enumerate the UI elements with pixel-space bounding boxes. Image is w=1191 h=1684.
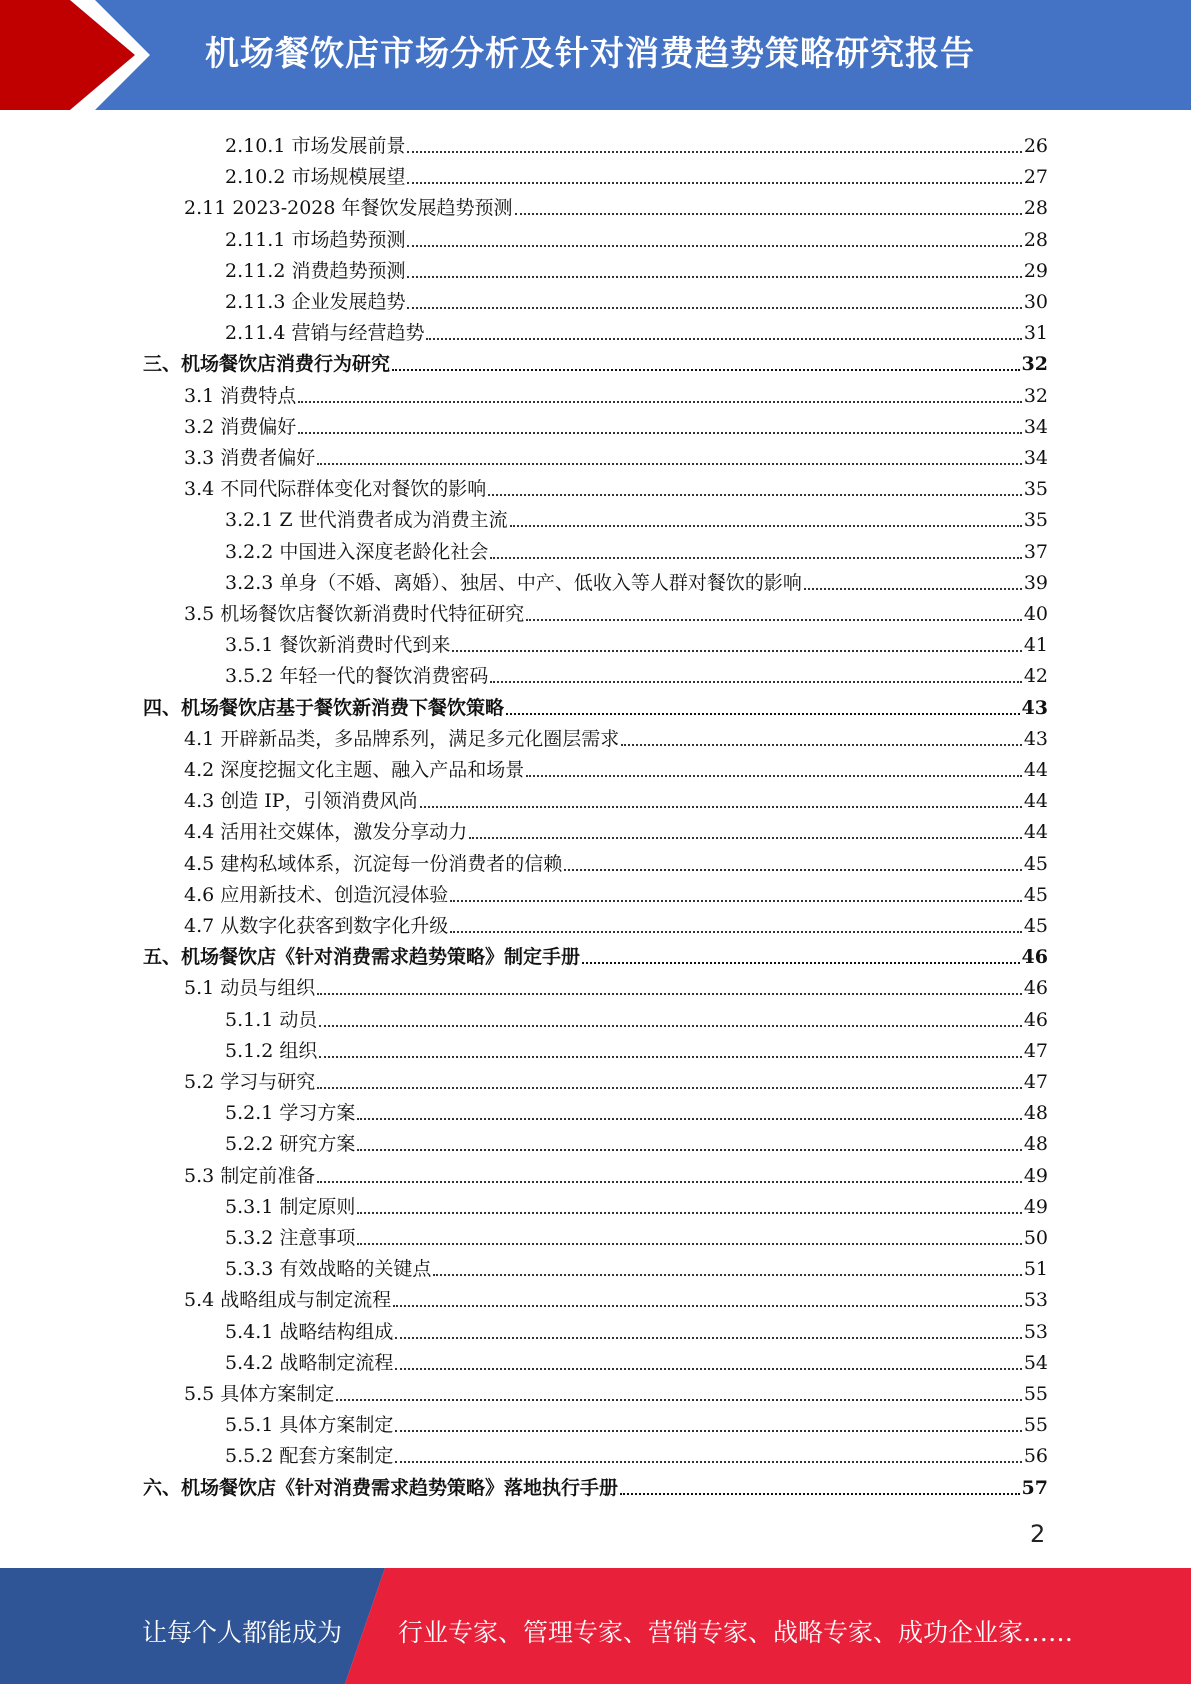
toc-entry-page: 44 bbox=[1023, 759, 1048, 781]
toc-entry-page: 39 bbox=[1023, 571, 1048, 594]
toc-entry[interactable] bbox=[184, 845, 1048, 876]
toc-entry[interactable] bbox=[143, 345, 1048, 376]
toc-dot-leader bbox=[317, 1180, 1022, 1183]
toc-entry-page: 35 bbox=[1023, 509, 1048, 532]
toc-dot-leader bbox=[510, 524, 1022, 527]
toc-entry[interactable] bbox=[225, 657, 1048, 688]
toc-entry-title: 2.11 2023-2028 年餐饮发展趋势预测 bbox=[184, 197, 513, 220]
toc-entry-page: 27 bbox=[1023, 166, 1048, 189]
toc-entry-page: 49 bbox=[1023, 1164, 1048, 1187]
toc-entry[interactable] bbox=[184, 377, 1048, 408]
toc-dot-leader bbox=[392, 368, 1020, 371]
toc-dot-leader bbox=[582, 961, 1020, 964]
toc-entry-title: 5.4.1 战略结构组成 bbox=[225, 1320, 394, 1343]
toc-dot-leader bbox=[488, 493, 1022, 496]
toc-dot-leader bbox=[298, 431, 1022, 434]
toc-entry-page: 55 bbox=[1023, 1414, 1048, 1437]
toc-entry[interactable] bbox=[184, 720, 1048, 751]
toc-dot-leader bbox=[426, 337, 1021, 340]
toc-entry-title: 5.3.1 制定原则 bbox=[225, 1195, 356, 1218]
toc-entry-title: 5.1.1 动员 bbox=[225, 1008, 318, 1031]
toc-entry-title: 4.6 应用新技术、创造沉浸体验 bbox=[184, 883, 449, 906]
toc-entry[interactable] bbox=[225, 1032, 1048, 1063]
toc-entry-page: 46 bbox=[1021, 946, 1048, 969]
toc-entry-page: 53 bbox=[1023, 1289, 1048, 1312]
toc-entry-title: 5.5.1 具体方案制定 bbox=[225, 1414, 394, 1437]
toc-entry-title: 2.11.2 消费趋势预测 bbox=[225, 259, 406, 282]
toc-dot-leader bbox=[395, 1429, 1021, 1432]
toc-dot-leader bbox=[433, 1273, 1021, 1276]
toc-entry-title: 4.1 开辟新品类，多品牌系列，满足多元化圈层需求 bbox=[184, 727, 620, 750]
toc-entry[interactable] bbox=[184, 595, 1048, 626]
toc-entry-page: 47 bbox=[1023, 1071, 1048, 1093]
toc-entry[interactable] bbox=[225, 314, 1048, 345]
toc-entry-page: 53 bbox=[1023, 1320, 1048, 1343]
toc-entry-page: 45 bbox=[1023, 883, 1048, 906]
toc-entry-title: 四、机场餐饮店基于餐饮新消费下餐饮策略 bbox=[143, 696, 505, 719]
toc-entry[interactable] bbox=[184, 189, 1048, 220]
toc-entry[interactable] bbox=[184, 1063, 1048, 1094]
toc-dot-leader bbox=[357, 1148, 1021, 1151]
toc-entry[interactable] bbox=[184, 470, 1048, 501]
toc-entry-title: 4.7 从数字化获客到数字化升级 bbox=[184, 915, 449, 937]
toc-entry-title: 3.2.3 单身（不婚、离婚）、独居、中产、低收入等人群对餐饮的影响 bbox=[225, 571, 802, 594]
toc-entry[interactable] bbox=[184, 439, 1048, 470]
toc-entry-title: 3.5.1 餐饮新消费时代到来 bbox=[225, 634, 451, 657]
page-number: 2 bbox=[1030, 1520, 1046, 1548]
toc-dot-leader bbox=[469, 836, 1022, 839]
toc-entry-page: 54 bbox=[1023, 1351, 1048, 1374]
toc-entry-page: 45 bbox=[1023, 915, 1048, 937]
toc-entry-page: 32 bbox=[1021, 353, 1048, 376]
toc-dot-leader bbox=[395, 1336, 1021, 1339]
toc-entry-page: 32 bbox=[1023, 384, 1048, 407]
toc-dot-leader bbox=[319, 1055, 1021, 1058]
toc-entry[interactable] bbox=[225, 1188, 1048, 1219]
toc-entry[interactable] bbox=[184, 408, 1048, 439]
toc-entry[interactable] bbox=[184, 876, 1048, 907]
toc-entry-page: 31 bbox=[1023, 322, 1048, 345]
toc-entry-page: 37 bbox=[1023, 540, 1048, 563]
toc-entry-title: 5.1 动员与组织 bbox=[184, 977, 316, 1000]
toc-entry[interactable] bbox=[225, 1250, 1048, 1281]
toc-entry-title: 3.1 消费特点 bbox=[184, 384, 297, 407]
toc-entry-title: 5.5 具体方案制定 bbox=[184, 1383, 335, 1405]
toc-entry-title: 三、机场餐饮店消费行为研究 bbox=[143, 353, 391, 376]
toc-dot-leader bbox=[526, 618, 1022, 621]
toc-entry[interactable] bbox=[225, 158, 1048, 189]
toc-entry-title: 5.1.2 组织 bbox=[225, 1039, 318, 1062]
toc-dot-leader bbox=[407, 306, 1021, 309]
toc-entry-title: 5.4.2 战略制定流程 bbox=[225, 1351, 394, 1374]
toc-entry-title: 六、机场餐饮店《针对消费需求趋势策略》落地执行手册 bbox=[143, 1476, 619, 1499]
toc-entry-title: 4.3 创造 IP，引领消费风尚 bbox=[184, 790, 418, 813]
toc-dot-leader bbox=[450, 899, 1022, 902]
toc-entry-title: 3.5 机场餐饮店餐饮新消费时代特征研究 bbox=[184, 603, 525, 625]
toc-entry[interactable] bbox=[225, 1437, 1048, 1468]
toc-dot-leader bbox=[395, 1367, 1021, 1370]
toc-dot-leader bbox=[804, 587, 1022, 590]
toc-entry[interactable] bbox=[143, 689, 1048, 720]
toc-entry-page: 47 bbox=[1023, 1039, 1048, 1062]
toc-entry-page: 45 bbox=[1023, 852, 1048, 875]
toc-entry-page: 26 bbox=[1023, 135, 1048, 157]
toc-dot-leader bbox=[336, 1398, 1022, 1401]
toc-dot-leader bbox=[357, 1211, 1021, 1214]
toc-entry-title: 5.4 战略组成与制定流程 bbox=[184, 1289, 392, 1312]
toc-entry-title: 2.11.1 市场趋势预测 bbox=[225, 228, 406, 251]
toc-dot-leader bbox=[407, 244, 1021, 247]
toc-dot-leader bbox=[317, 462, 1022, 465]
toc-entry-title: 5.2.2 研究方案 bbox=[225, 1133, 356, 1156]
toc-entry-page: 40 bbox=[1023, 603, 1048, 625]
toc-dot-leader bbox=[393, 1304, 1022, 1307]
toc-entry-page: 48 bbox=[1023, 1102, 1048, 1125]
toc-entry[interactable] bbox=[225, 1094, 1048, 1125]
toc-dot-leader bbox=[620, 1492, 1020, 1495]
toc-entry[interactable] bbox=[184, 969, 1048, 1000]
toc-entry[interactable] bbox=[184, 1375, 1048, 1406]
toc-entry-title: 5.3.2 注意事项 bbox=[225, 1227, 356, 1249]
toc-dot-leader bbox=[564, 868, 1022, 871]
toc-entry-title: 五、机场餐饮店《针对消费需求趋势策略》制定手册 bbox=[143, 946, 581, 969]
page-footer bbox=[0, 1568, 1191, 1684]
toc-entry-page: 43 bbox=[1023, 727, 1048, 750]
toc-entry-page: 34 bbox=[1023, 415, 1048, 438]
toc-entry-page: 29 bbox=[1023, 259, 1048, 282]
toc-entry-title: 3.2.2 中国进入深度老龄化社会 bbox=[225, 540, 489, 563]
toc-entry[interactable] bbox=[225, 252, 1048, 283]
toc-entry-page: 28 bbox=[1023, 197, 1048, 220]
toc-entry-page: 43 bbox=[1021, 696, 1048, 719]
toc-entry[interactable] bbox=[225, 1001, 1048, 1032]
toc-entry-page: 41 bbox=[1023, 634, 1048, 657]
toc-dot-leader bbox=[506, 712, 1020, 715]
toc-entry-title: 5.2 学习与研究 bbox=[184, 1071, 316, 1093]
toc-dot-leader bbox=[621, 743, 1022, 746]
page-header bbox=[0, 0, 1191, 110]
toc-entry[interactable] bbox=[225, 127, 1048, 158]
toc-entry-page: 48 bbox=[1023, 1133, 1048, 1156]
toc-entry[interactable] bbox=[225, 501, 1048, 532]
toc-entry-title: 3.3 消费者偏好 bbox=[184, 447, 316, 469]
toc-entry[interactable] bbox=[143, 938, 1048, 969]
toc-entry-title: 5.3 制定前准备 bbox=[184, 1164, 316, 1187]
toc-entry-title: 4.5 建构私域体系，沉淀每一份消费者的信赖 bbox=[184, 852, 563, 875]
toc-dot-leader bbox=[357, 1117, 1021, 1120]
toc-entry-title: 2.11.4 营销与经营趋势 bbox=[225, 322, 425, 345]
toc-dot-leader bbox=[317, 992, 1022, 995]
toc-entry-title: 3.5.2 年轻一代的餐饮消费密码 bbox=[225, 665, 489, 688]
toc-entry-title: 2.10.2 市场规模展望 bbox=[225, 166, 406, 189]
toc-entry-title: 5.3.3 有效战略的关键点 bbox=[225, 1258, 432, 1281]
toc-entry[interactable] bbox=[184, 907, 1048, 938]
toc-entry-title: 5.5.2 配套方案制定 bbox=[225, 1445, 394, 1468]
document-title: 机场餐饮店市场分析及针对消费趋势策略研究报告 bbox=[205, 34, 975, 74]
toc-entry-page: 30 bbox=[1023, 291, 1048, 313]
toc-dot-leader bbox=[450, 930, 1022, 933]
toc-entry-title: 3.2.1 Z 世代消费者成为消费主流 bbox=[225, 509, 508, 532]
toc-entry[interactable] bbox=[225, 564, 1048, 595]
toc-entry-page: 56 bbox=[1023, 1445, 1048, 1468]
toc-entry[interactable] bbox=[225, 533, 1048, 564]
toc-dot-leader bbox=[317, 1086, 1022, 1089]
toc-entry[interactable] bbox=[184, 1281, 1048, 1312]
toc-entry-title: 2.11.3 企业发展趋势 bbox=[225, 291, 406, 313]
toc-entry[interactable] bbox=[225, 283, 1048, 314]
footer-slogan-left: 让每个人都能成为 bbox=[142, 1618, 343, 1647]
toc-dot-leader bbox=[407, 275, 1021, 278]
toc-entry-page: 44 bbox=[1023, 821, 1048, 844]
toc-entry-title: 5.2.1 学习方案 bbox=[225, 1102, 356, 1125]
toc-entry-page: 42 bbox=[1023, 665, 1048, 688]
toc-entry[interactable] bbox=[225, 1406, 1048, 1437]
toc-dot-leader bbox=[298, 400, 1022, 403]
toc-entry[interactable] bbox=[225, 1125, 1048, 1156]
toc-entry[interactable] bbox=[184, 813, 1048, 844]
toc-entry-page: 51 bbox=[1023, 1258, 1048, 1281]
toc-dot-leader bbox=[407, 181, 1021, 184]
toc-entry[interactable] bbox=[225, 1344, 1048, 1375]
toc-dot-leader bbox=[357, 1242, 1021, 1245]
toc-entry[interactable] bbox=[225, 626, 1048, 657]
toc-entry[interactable] bbox=[184, 782, 1048, 813]
toc-entry[interactable] bbox=[184, 751, 1048, 782]
toc-entry-title: 4.2 深度挖掘文化主题、融入产品和场景 bbox=[184, 759, 525, 781]
toc-entry[interactable] bbox=[143, 1469, 1048, 1500]
toc-entry-title: 3.2 消费偏好 bbox=[184, 415, 297, 438]
toc-dot-leader bbox=[407, 150, 1021, 153]
toc-entry-page: 57 bbox=[1021, 1476, 1048, 1499]
toc-entry[interactable] bbox=[225, 1313, 1048, 1344]
toc-entry-page: 35 bbox=[1023, 478, 1048, 501]
toc-entry-title: 4.4 活用社交媒体，激发分享动力 bbox=[184, 821, 468, 844]
toc-dot-leader bbox=[490, 680, 1021, 683]
toc-entry-title: 2.10.1 市场发展前景 bbox=[225, 135, 406, 157]
toc-dot-leader bbox=[420, 805, 1022, 808]
toc-entry-page: 34 bbox=[1023, 447, 1048, 469]
toc-entry-title: 3.4 不同代际群体变化对餐饮的影响 bbox=[184, 478, 487, 501]
toc-entry[interactable] bbox=[184, 1157, 1048, 1188]
toc-entry-page: 55 bbox=[1023, 1383, 1048, 1405]
toc-entry-page: 50 bbox=[1023, 1227, 1048, 1249]
toc-entry-page: 44 bbox=[1023, 790, 1048, 813]
toc-dot-leader bbox=[319, 1024, 1021, 1027]
toc-entry-page: 46 bbox=[1023, 1008, 1048, 1031]
toc-entry-page: 28 bbox=[1023, 228, 1048, 251]
toc-dot-leader bbox=[490, 556, 1021, 559]
toc-entry-page: 46 bbox=[1023, 977, 1048, 1000]
toc-dot-leader bbox=[395, 1460, 1021, 1463]
footer-slogan-right: 行业专家、管理专家、营销专家、战略专家、成功企业家…… bbox=[398, 1618, 1074, 1647]
toc-dot-leader bbox=[515, 212, 1022, 215]
toc-entry-page: 49 bbox=[1023, 1195, 1048, 1218]
toc-entry[interactable] bbox=[225, 1219, 1048, 1250]
toc-dot-leader bbox=[452, 649, 1021, 652]
toc-dot-leader bbox=[526, 774, 1022, 777]
toc-entry[interactable] bbox=[225, 221, 1048, 252]
